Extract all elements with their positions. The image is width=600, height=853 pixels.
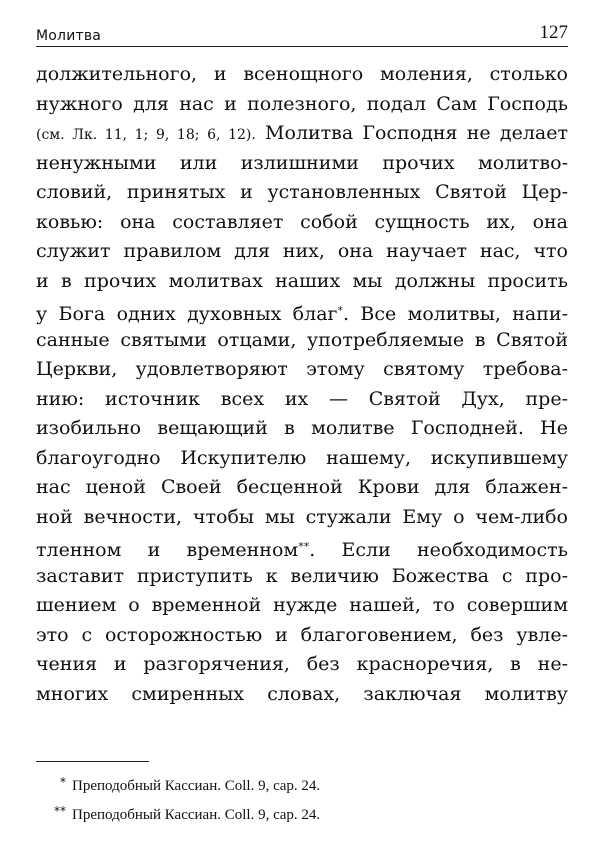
text-line-content: Церкви, удовлетворяют этому святому требова- — [36, 358, 568, 380]
text-line — [36, 414, 568, 444]
text-line-content: нас ценой Своей бесценной Крови для блажен- — [36, 476, 568, 498]
text-line — [36, 473, 568, 503]
text-line — [36, 119, 568, 149]
footnote-rule — [36, 761, 149, 762]
text-line-content: благоугодно Искупителю нашему, искупившему — [36, 446, 568, 469]
text-line-content: словий, принятых и установленных Святой Цер- — [36, 181, 568, 203]
footnote-text: Преподобный Кассиан. Coll. 9, cap. 24. — [72, 778, 321, 794]
text-line-content: заставит приступить к величию Божества с про- — [36, 564, 568, 587]
text-line — [36, 532, 568, 562]
text-line-content: ковью: она составляет собой сущность их, она — [36, 210, 568, 233]
text-line-content: ненужными или излишними прочих молитво- — [36, 151, 568, 174]
text-line — [36, 267, 568, 297]
text-line — [36, 326, 568, 356]
text-line-content: нию: источник всех их — Святой Дух, пре- — [36, 387, 568, 410]
text-line — [36, 680, 568, 710]
footnote-mark: * — [60, 775, 66, 789]
running-head — [36, 18, 568, 42]
text-line — [36, 178, 568, 208]
text-line-content: должительного, и всенощного моления, столько — [36, 63, 568, 85]
footnote — [36, 768, 568, 797]
text-line-content: ной вечности, чтобы мы стужали Ему о чем-либо — [36, 505, 568, 528]
text-line — [36, 208, 568, 238]
text-line — [36, 149, 568, 179]
text-line-content: многих смиренных словах, заключая молитву — [36, 682, 568, 705]
text-line — [36, 385, 568, 415]
page-number: 127 — [539, 22, 568, 43]
text-line — [36, 90, 568, 120]
footnote-text: Преподобный Кассиан. Coll. 9, cap. 24. — [72, 807, 321, 823]
text-line — [36, 444, 568, 474]
text-line-content: Молитва Господня не делает — [265, 122, 568, 144]
section-title: Молитва — [36, 28, 102, 44]
text-line-content: чения и разгорячения, без красноречия, в не- — [36, 653, 568, 675]
text-line-content: служит правилом для них, она научает нас, что — [36, 240, 568, 262]
text-line — [36, 355, 568, 385]
text-line — [36, 60, 568, 90]
text-line-content: тленном и временном — [36, 539, 299, 561]
text-line — [36, 237, 568, 267]
text-line — [36, 296, 568, 326]
text-line-content: . Все молитвы, напи- — [342, 303, 568, 325]
text-line — [36, 562, 568, 592]
text-line — [36, 650, 568, 680]
scripture-reference: (см. Лк. 11, 1; 9, 18; 6, 12). — [36, 127, 256, 143]
text-line-content: изобильно вещающий в молитве Господней. Не — [36, 417, 568, 439]
text-line-content: у Бога одних духовных благ — [36, 303, 338, 325]
header-rule — [36, 46, 568, 47]
text-line-content: это с осторожностью и благоговением, без увле- — [36, 623, 568, 646]
footnote-marker: * — [337, 304, 343, 317]
text-line — [36, 621, 568, 651]
text-line-content: нужного для нас и полезного, подал Сам Господь — [36, 92, 568, 115]
text-line — [36, 591, 568, 621]
footnote-marker: ** — [298, 540, 310, 553]
footnotes — [36, 768, 568, 826]
footnote — [36, 797, 568, 826]
text-line — [36, 503, 568, 533]
body-text — [36, 60, 568, 709]
text-line-content: и в прочих молитвах наших мы должны просить — [36, 269, 568, 292]
text-line-content: санные святыми отцами, употребляемые в Святой — [36, 328, 568, 351]
text-line-content: шением о временной нужде нашей, то совершим — [36, 594, 568, 616]
footnote-mark: ** — [54, 804, 66, 818]
text-line-content: . Если необходимость — [309, 539, 568, 561]
